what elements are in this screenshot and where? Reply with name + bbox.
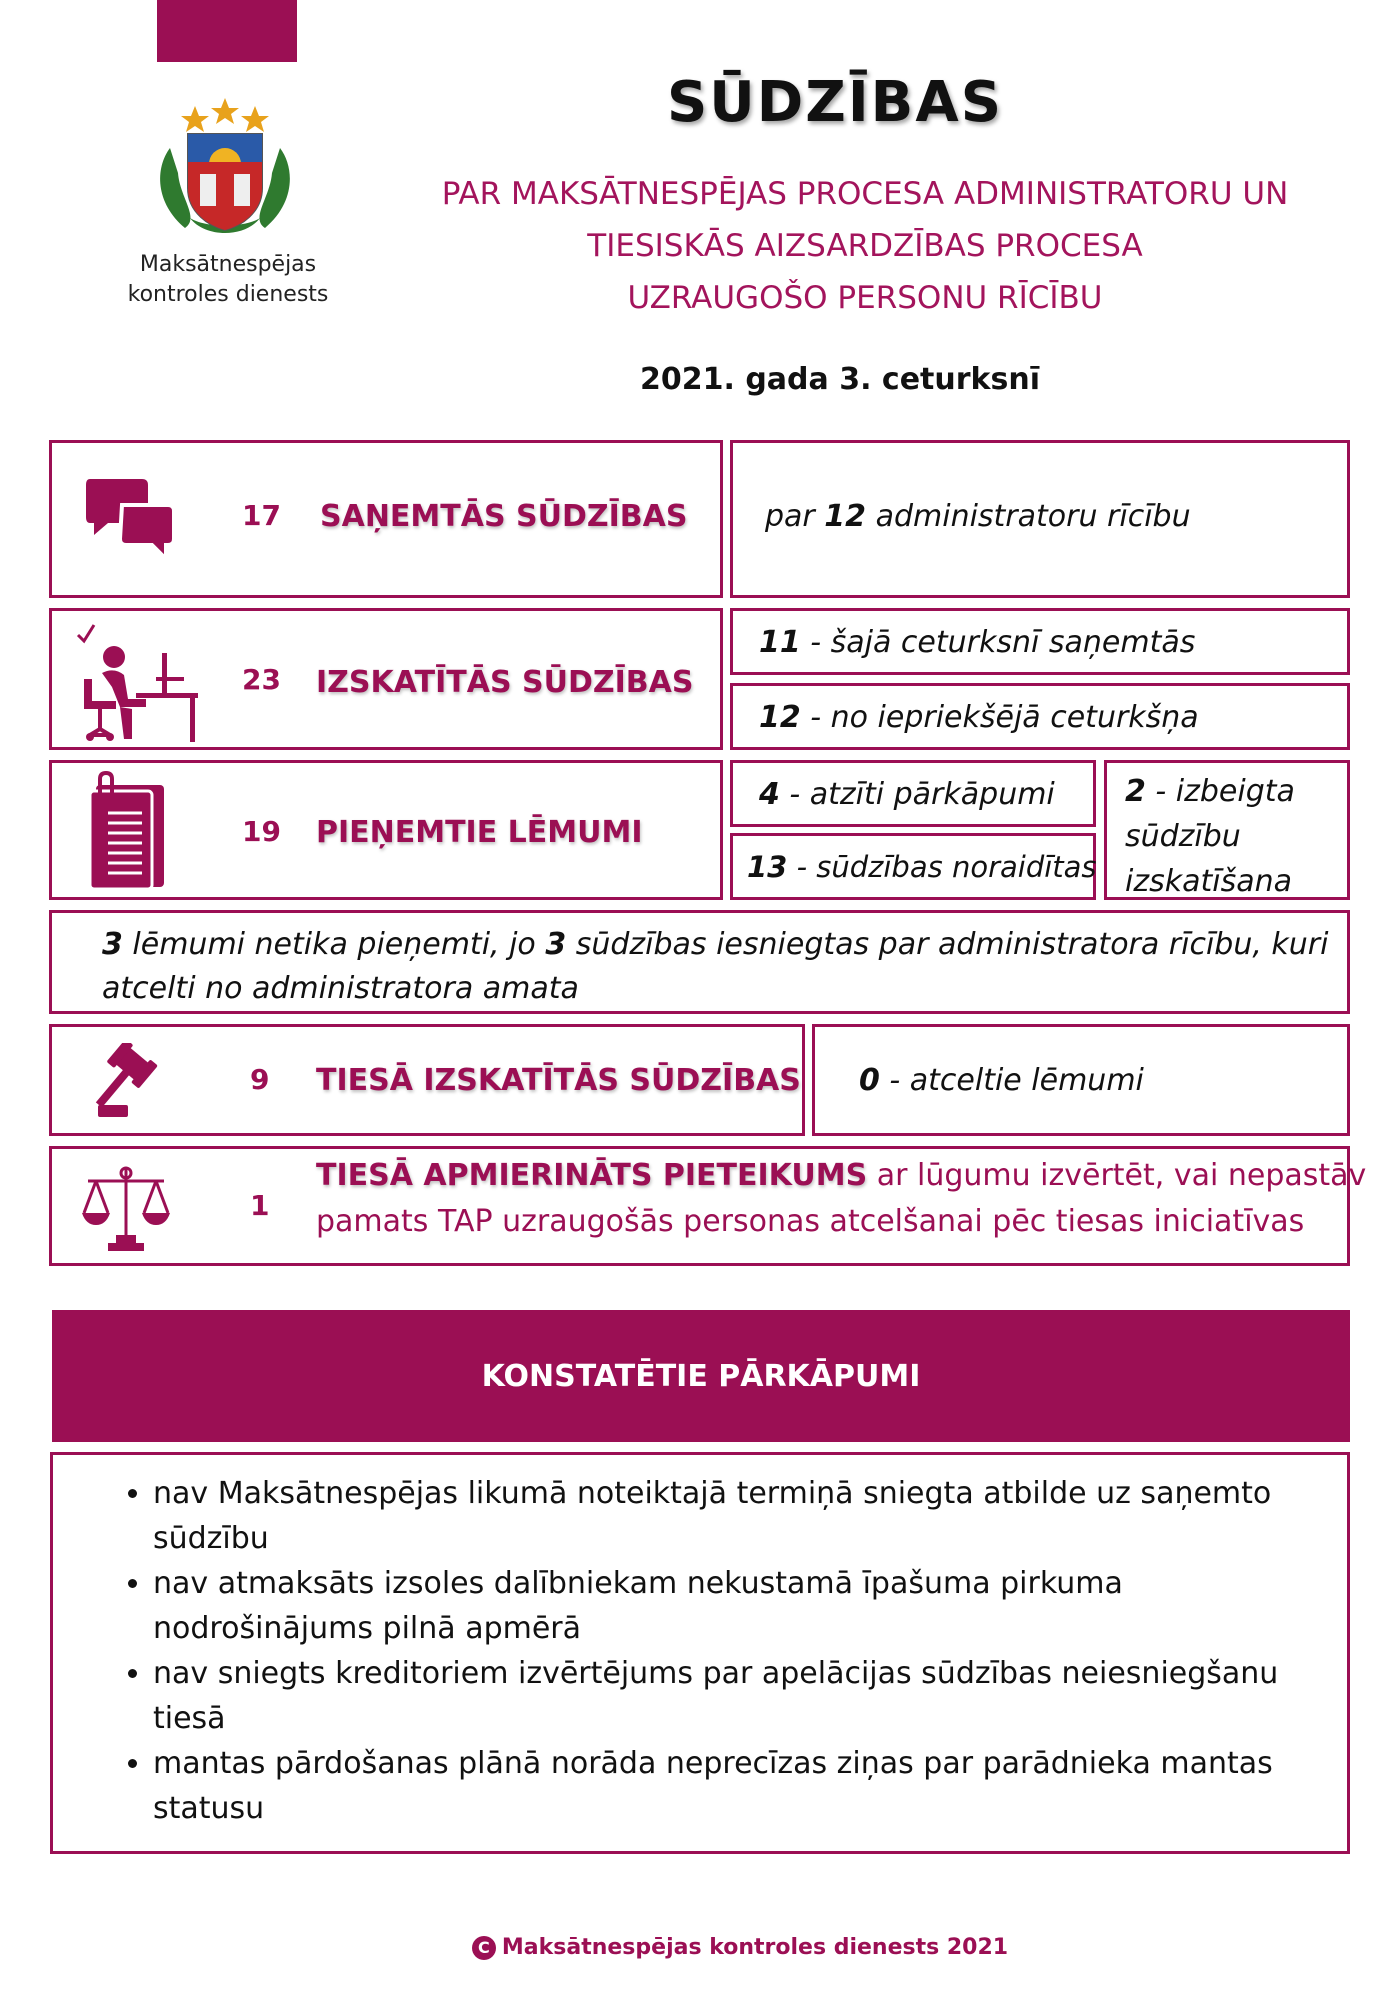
chat-bubbles-icon	[86, 475, 174, 563]
received-complaints-card	[49, 440, 723, 598]
reviewed-label: IZSKATĪTĀS SŪDZĪBAS	[316, 665, 694, 700]
reviewed-detail-previous: 12 - no iepriekšējā ceturkšņa	[730, 683, 1350, 750]
decisions-terminated: 2 - izbeigta sūdzību izskatīšana	[1104, 760, 1350, 900]
document-clip-icon	[88, 771, 168, 891]
person-at-desk-icon	[76, 617, 200, 743]
page-title: SŪDZĪBAS	[666, 70, 1004, 135]
period-label: 2021. gada 3. ceturksnī	[639, 362, 1040, 397]
list-item: • nav sniegts kreditoriem izvērtējums par apelācijas sūdzības neiesniegšanu tiesā	[153, 1651, 1307, 1741]
received-label: SAŅEMTĀS SŪDZĪBAS	[320, 499, 688, 534]
footer-text: Maksātnespējas kontroles dienests 2021	[501, 1935, 1009, 1960]
list-item: • mantas pārdošanas plānā norāda neprecīzas ziņas par parādnieka mantas statusu	[153, 1741, 1307, 1831]
decisions-label: PIEŅEMTIE LĒMUMI	[316, 815, 643, 850]
scales-icon	[78, 1161, 174, 1257]
court-application-text: TIESĀ APMIERINĀTS PIETEIKUMS ar lūgumu izvērtēt, vai nepastāv pamats TAP uzraugošās personas atcelšanai pēc tiesas iniciatīvas	[316, 1158, 1367, 1239]
decisions-card	[49, 760, 723, 900]
decisions-count: 19	[242, 815, 281, 848]
decisions-violations: 4 - atzīti pārkāpumi	[730, 760, 1096, 827]
top-accent-bar	[157, 0, 297, 62]
organization-name: Maksātnespējas kontroles dienests	[127, 252, 329, 307]
court-application-count: 1	[250, 1189, 270, 1222]
decisions-rejected: 13 - sūdzības noraidītas	[730, 833, 1096, 900]
coat-of-arms-logo	[150, 88, 300, 240]
list-item: • nav atmaksāts izsoles dalībniekam nekustamā īpašuma pirkuma nodrošinājums pilnā apmērā	[153, 1561, 1307, 1651]
decisions-note: 3 lēmumi netika pieņemti, jo 3 sūdzības iesniegtas par administratora rīcību, kuri atcelti no administratora amata	[49, 910, 1350, 1014]
received-detail-card	[730, 440, 1350, 598]
list-item: • nav Maksātnespējas likumā noteiktajā termiņā sniegta atbilde uz saņemto sūdzību	[153, 1471, 1307, 1561]
page-subtitle: PAR MAKSĀTNESPĒJAS PROCESA ADMINISTRATORU UN TIESISKĀS AIZSARDZĪBAS PROCESA UZRAUGOŠO PERSONU RĪCĪBU	[441, 176, 1289, 316]
gavel-icon	[90, 1043, 180, 1123]
reviewed-count: 23	[242, 663, 281, 696]
received-count: 17	[242, 499, 281, 532]
violations-header: KONSTATĒTIE PĀRKĀPUMI	[52, 1310, 1350, 1442]
violations-list	[50, 1452, 1350, 1854]
court-count: 9	[250, 1063, 270, 1096]
court-label: TIESĀ IZSKATĪTĀS SŪDZĪBAS	[316, 1063, 801, 1098]
reviewed-detail-current: 11 - šajā ceturksnī saņemtās	[730, 608, 1350, 675]
footer	[460, 1935, 1020, 1960]
court-detail-card: 0 - atceltie lēmumi	[812, 1024, 1350, 1136]
copyright-icon: C	[472, 1936, 496, 1960]
reviewed-complaints-card	[49, 608, 723, 750]
received-detail: par 12 administratoru rīcību	[765, 499, 1191, 534]
court-complaints-card	[49, 1024, 805, 1136]
court-application-card	[49, 1146, 1367, 1266]
